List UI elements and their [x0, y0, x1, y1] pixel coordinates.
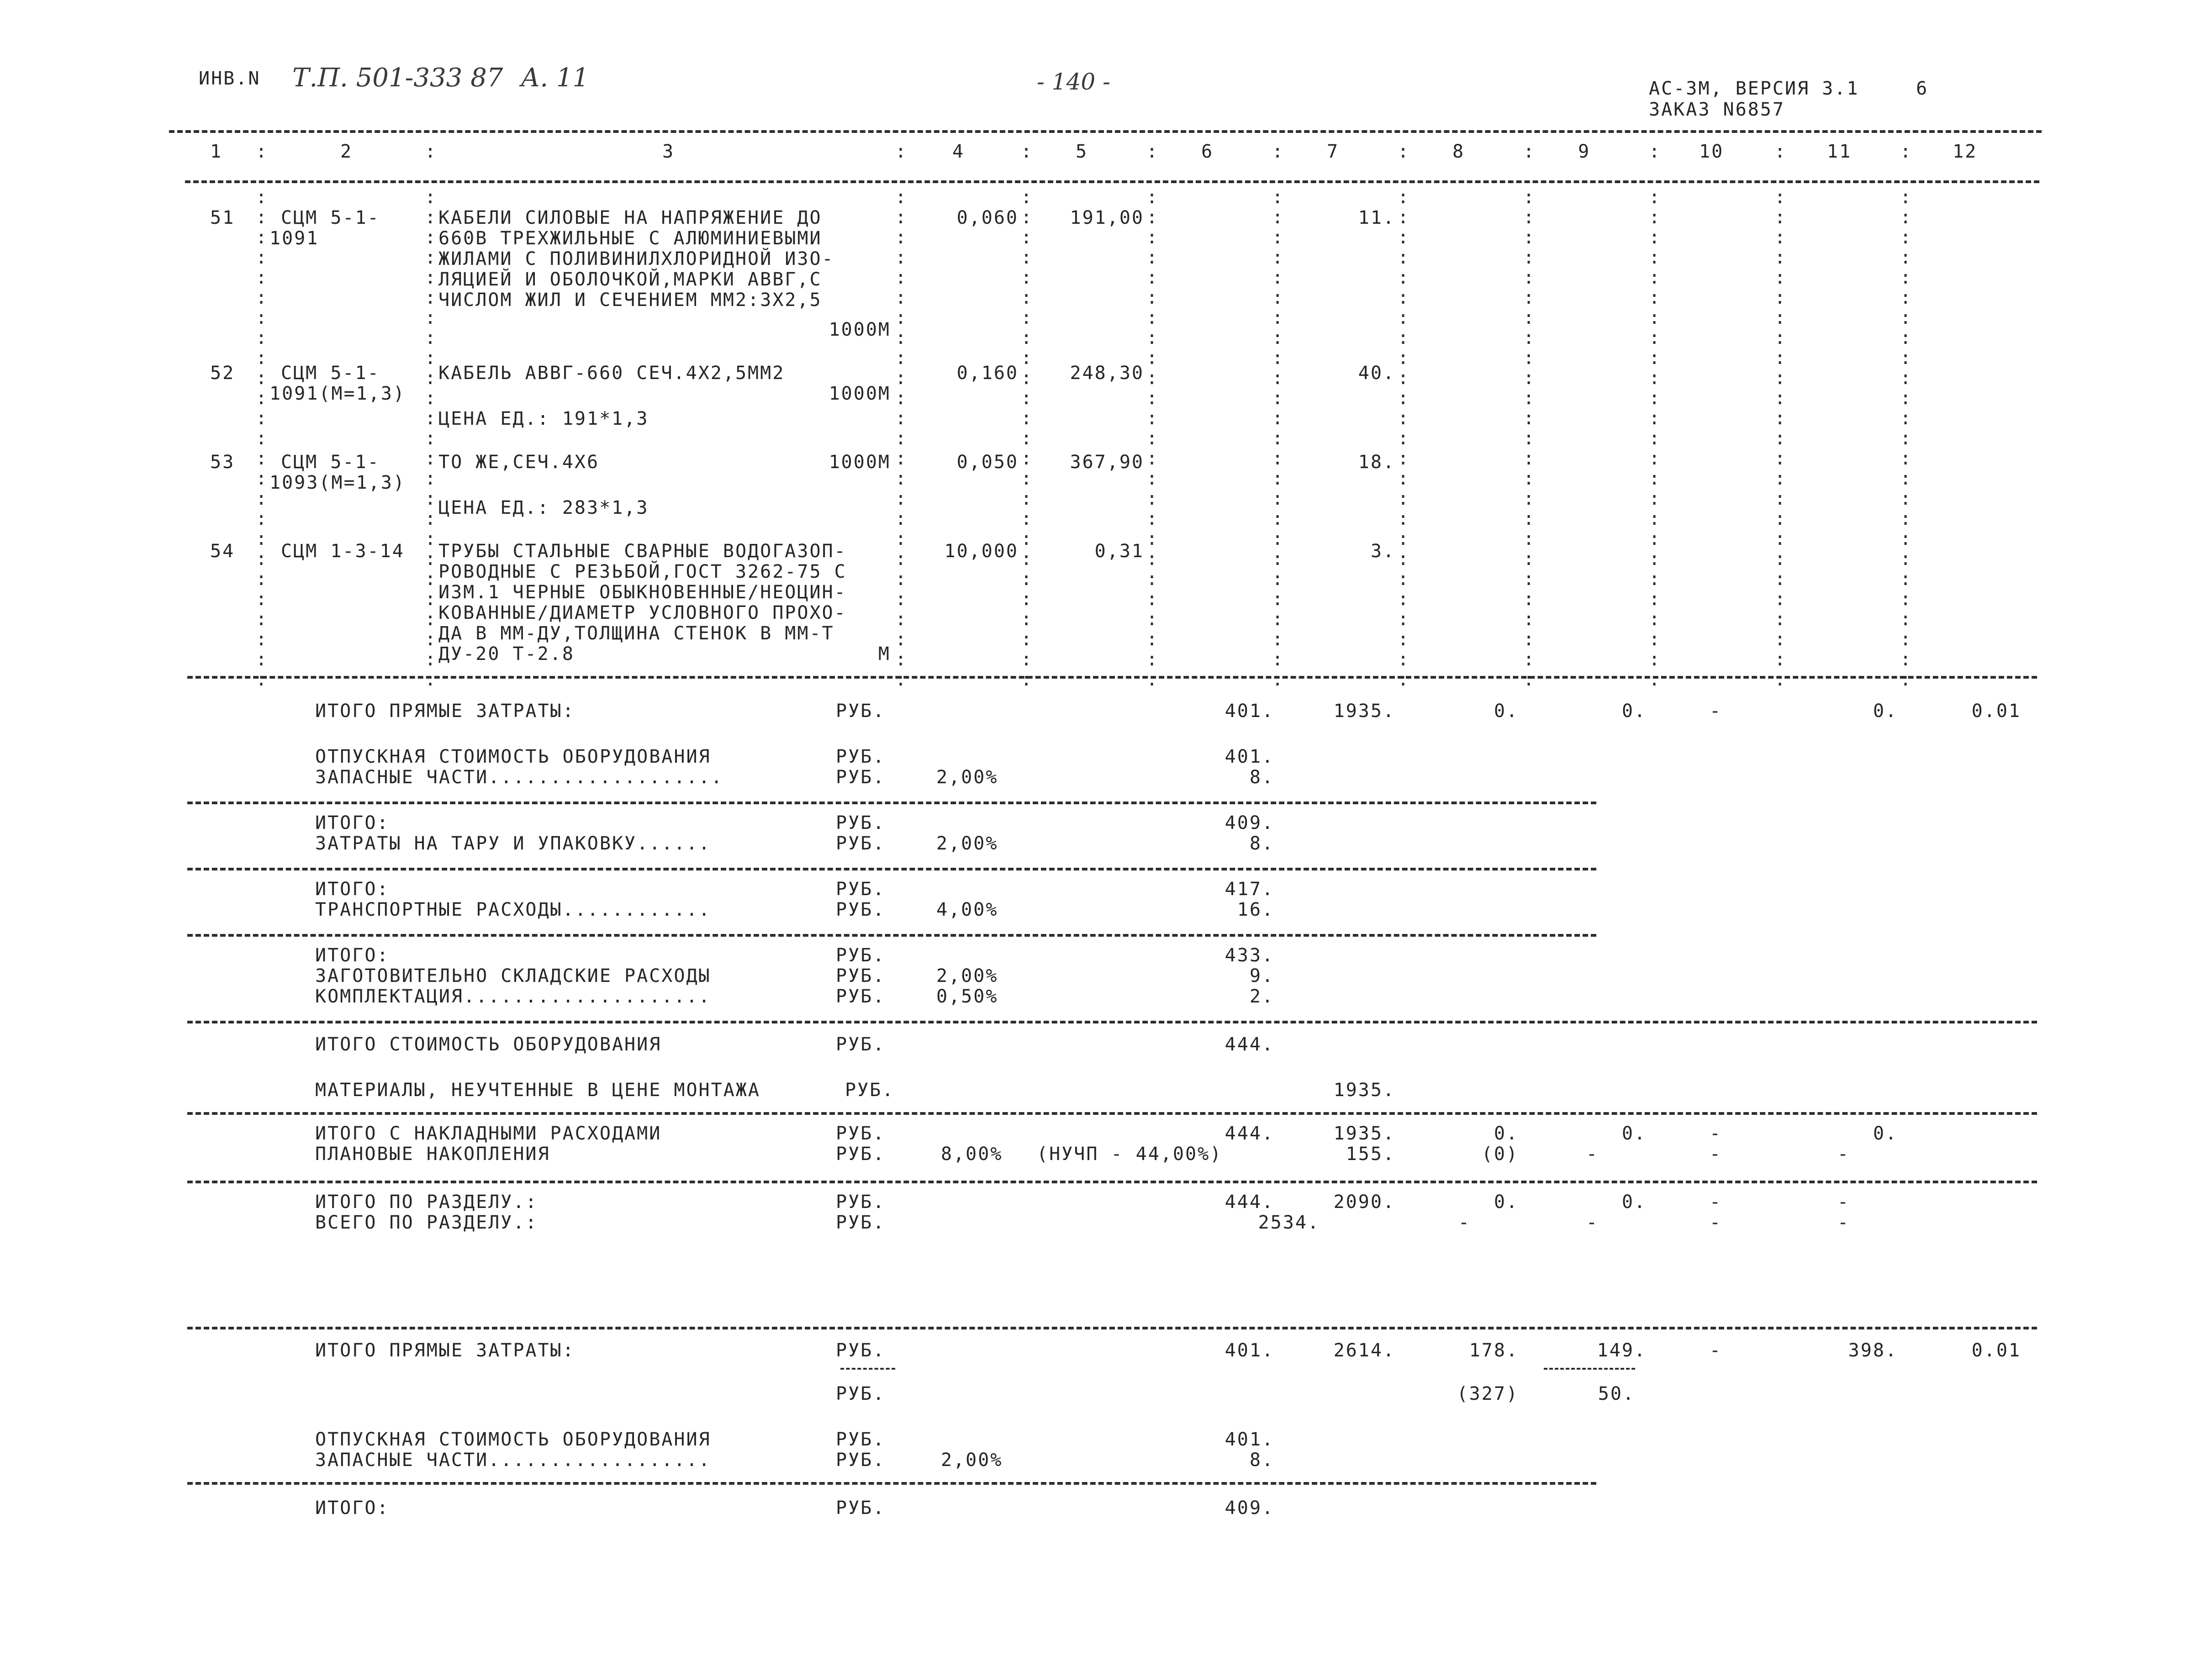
summary-column-6: 8.: [1249, 1450, 1274, 1471]
item-quantity: 0,160: [956, 363, 1019, 384]
project-number: Т.П. 501-333 87: [292, 63, 503, 93]
item-number: 51: [210, 207, 235, 228]
summary-unit: РУБ.: [836, 1212, 886, 1233]
summary-label: ИТОГО:: [315, 879, 390, 900]
summary-column-10: -: [1709, 701, 1722, 722]
summary-label: ВСЕГО ПО РАЗДЕЛУ.:: [315, 1212, 538, 1233]
item-number: 54: [210, 541, 235, 562]
summary-column-6: 433.: [1225, 945, 1274, 966]
item-price: 248,30: [1070, 363, 1144, 384]
summary-column-7: 1935.: [1333, 1080, 1395, 1101]
section-rule: [187, 934, 1596, 937]
summary-column-6: 401.: [1225, 746, 1274, 767]
col-separator-run: : : : : : : : : : : : : : : : : : : : : : : : : :: [1774, 187, 1786, 690]
item-description: ЛЯЦИЕЙ И ОБОЛОЧКОЙ,МАРКИ АВВГ,С: [438, 269, 822, 290]
item-price: 191,00: [1070, 207, 1144, 228]
summary-label: КОМПЛЕКТАЦИЯ....................: [315, 986, 711, 1007]
summary-percent: 2,00%: [936, 767, 998, 788]
summary-percent: 8,00%: [941, 1144, 1003, 1165]
summary-column-9: 0.: [1621, 1192, 1647, 1213]
item-price-note: ЦЕНА ЕД.: 191*1,3: [438, 408, 649, 429]
summary-grand-total: 2534.: [1258, 1212, 1320, 1233]
summary-unit: РУБ.: [836, 879, 886, 900]
col-separator-run: : : : : : : : : : : : : : : : : : : : : : : : : :: [895, 187, 907, 690]
summary-percent: 0,50%: [936, 986, 998, 1007]
summary-unit: РУБ.: [845, 1080, 895, 1101]
item-unit: М: [878, 643, 891, 665]
item-quantity: 0,050: [956, 452, 1019, 473]
summary-column-7: 2614.: [1333, 1340, 1395, 1361]
summary-unit: РУБ.: [836, 746, 886, 767]
summary-column-7: 2090.: [1333, 1192, 1395, 1213]
col-header-4: 4: [952, 141, 965, 162]
summary-column-6: 444.: [1225, 1192, 1274, 1213]
header-rule-bottom: [185, 180, 2039, 183]
summary-column-11: -: [1837, 1144, 1850, 1165]
summary-column-10: -: [1709, 1144, 1722, 1165]
summary-unit: РУБ.: [836, 1429, 886, 1450]
item-price-note: ЦЕНА ЕД.: 283*1,3: [438, 497, 649, 518]
section-rule: [187, 802, 1596, 804]
col-separator: :: [1146, 141, 1158, 162]
item-description: КАБЕЛЬ АВВГ-660 СЕЧ.4Х2,5ММ2: [438, 363, 785, 384]
summary-column-9: 0.: [1621, 1123, 1647, 1144]
summary-unit: РУБ.: [836, 1383, 886, 1404]
summary-column-11: 0.: [1873, 701, 1898, 722]
summary-column-6: 2.: [1249, 986, 1274, 1007]
item-quantity: 10,000: [944, 541, 1019, 562]
col-header-1: 1: [210, 141, 223, 162]
summary-unit: РУБ.: [836, 1034, 886, 1055]
item-description: КАБЕЛИ СИЛОВЫЕ НА НАПРЯЖЕНИЕ ДО: [438, 207, 822, 228]
col-separator: :: [1523, 141, 1535, 162]
item-description: ТО ЖЕ,СЕЧ.4Х6: [438, 452, 600, 473]
col-header-6: 6: [1201, 141, 1214, 162]
col-separator: :: [1774, 141, 1786, 162]
summary-column-7: 155.: [1346, 1144, 1395, 1165]
summary-label: ИТОГО ПРЯМЫЕ ЗАТРАТЫ:: [315, 701, 575, 722]
item-code: СЦМ 1-3-14: [281, 541, 405, 562]
summary-unit: РУБ.: [836, 1192, 886, 1213]
summary-label: ИТОГО:: [315, 945, 390, 966]
summary-column-10: -: [1709, 1123, 1722, 1144]
summary-percent: 2,00%: [936, 965, 998, 986]
summary-column-6: 16.: [1237, 899, 1274, 920]
inv-label: ИНВ.N: [199, 68, 261, 89]
summary-column-6: 8.: [1249, 833, 1274, 854]
item-price: 0,31: [1094, 541, 1144, 562]
section-rule: [187, 676, 2037, 679]
item-unit: 1000М: [829, 319, 891, 340]
summary-column-12: 0.01: [1971, 1340, 2021, 1361]
item-description: ТРУБЫ СТАЛЬНЫЕ СВАРНЫЕ ВОДОГАЗОП-: [438, 541, 847, 562]
summary-column-8: 0.: [1494, 701, 1519, 722]
item-unit: 1000М: [829, 383, 891, 404]
col-separator-run: : : : : : : : : : : : : : : : : : : : : : : : : :: [425, 187, 436, 690]
col-separator-run: : : : : : : : : : : : : : : : : : : : : : : : : :: [1272, 187, 1283, 690]
summary-column-11: -: [1837, 1192, 1850, 1213]
col-header-9: 9: [1578, 141, 1591, 162]
page-number: - 140 -: [1037, 69, 1111, 95]
col-separator-run: : : : : : : : : : : : : : : : : : : : : : : : : :: [1523, 187, 1535, 690]
section-rule: [187, 1181, 2037, 1183]
summary-label: ОТПУСКНАЯ СТОИМОСТЬ ОБОРУДОВАНИЯ: [315, 746, 711, 767]
item-description: ДА В ММ-ДУ,ТОЛЩИНА СТЕНОК В ММ-Т: [438, 623, 834, 644]
section-rule: [187, 1327, 2037, 1329]
summary-label: ПЛАНОВЫЕ НАКОПЛЕНИЯ: [315, 1144, 550, 1165]
item-code: СЦМ 5-1-: [281, 452, 380, 473]
col-separator-run: : : : : : : : : : : : : : : : : : : : : : : : : :: [256, 187, 267, 690]
summary-unit: РУБ.: [836, 767, 886, 788]
summary-column-8: -: [1458, 1212, 1471, 1233]
header-rule-top: [169, 130, 2042, 133]
item-price: 367,90: [1070, 452, 1144, 473]
sheet-number: 6: [1916, 78, 1929, 99]
col-header-7: 7: [1327, 141, 1340, 162]
summary-label: ИТОГО С НАКЛАДНЫМИ РАСХОДАМИ: [315, 1123, 662, 1144]
order-number: ЗАКАЗ N6857: [1649, 99, 1785, 120]
summary-unit: РУБ.: [836, 965, 886, 986]
col-header-10: 10: [1699, 141, 1724, 162]
summary-column-9: -: [1586, 1144, 1599, 1165]
col-separator-run: : : : : : : : : : : : : : : : : : : : : : : : : :: [1398, 187, 1409, 690]
summary-column-10: -: [1709, 1192, 1722, 1213]
col-header-12: 12: [1953, 141, 1978, 162]
col-header-8: 8: [1452, 141, 1465, 162]
summary-column-8: (0): [1481, 1144, 1519, 1165]
summary-label: ЗАПАСНЫЕ ЧАСТИ..................: [315, 1450, 711, 1471]
summary-unit: РУБ.: [836, 1123, 886, 1144]
summary-label: ИТОГО:: [315, 1498, 390, 1519]
summary-column-11: 398.: [1848, 1340, 1898, 1361]
summary-percent: 2,00%: [936, 833, 998, 854]
summary-label: ИТОГО:: [315, 812, 390, 833]
summary-column-8: 178.: [1469, 1340, 1519, 1361]
summary-column-6: 444.: [1225, 1034, 1274, 1055]
col-header-2: 2: [340, 141, 353, 162]
summary-unit: РУБ.: [836, 899, 886, 920]
summary-column-6: 409.: [1225, 812, 1274, 833]
summary-label: ЗАГОТОВИТЕЛЬНО СКЛАДСКИЕ РАСХОДЫ: [315, 965, 711, 986]
summary-column-9: -: [1586, 1212, 1599, 1233]
section-rule: [187, 868, 1596, 870]
summary-column-6: 444.: [1225, 1123, 1274, 1144]
summary-unit: РУБ.: [836, 833, 886, 854]
item-unit: 1000М: [829, 452, 891, 473]
program-version: АС-3М, ВЕРСИЯ 3.1: [1649, 78, 1859, 99]
item-description: 660В ТРЕХЖИЛЬНЫЕ С АЛЮМИНИЕВЫМИ: [438, 228, 822, 249]
summary-column-7: 1935.: [1333, 701, 1395, 722]
item-code: 1091(М=1,3): [269, 383, 406, 404]
summary-column-7: 1935.: [1333, 1123, 1395, 1144]
summary-label: ИТОГО СТОИМОСТЬ ОБОРУДОВАНИЯ: [315, 1034, 662, 1055]
col-separator: :: [1021, 141, 1032, 162]
item-description: ДУ-20 Т-2.8: [438, 643, 575, 665]
item-quantity: 0,060: [956, 207, 1019, 228]
summary-column-9: 149.: [1597, 1340, 1647, 1361]
item-code: 1091: [269, 228, 319, 249]
summary-label: ЗАТРАТЫ НА ТАРУ И УПАКОВКУ......: [315, 833, 711, 854]
col-separator: :: [1900, 141, 1911, 162]
col-separator: :: [1649, 141, 1660, 162]
summary-column-11: 0.: [1873, 1123, 1898, 1144]
item-column-7: 3.: [1370, 541, 1395, 562]
summary-label: ЗАПАСНЫЕ ЧАСТИ...................: [315, 767, 723, 788]
summary-percent: 4,00%: [936, 899, 998, 920]
summary-column-6: 401.: [1225, 701, 1274, 722]
section-rule: [187, 1112, 2037, 1115]
section-rule: [187, 1482, 1596, 1485]
col-separator-run: : : : : : : : : : : : : : : : : : : : : : : : : :: [1021, 187, 1032, 690]
summary-unit: РУБ.: [836, 701, 886, 722]
summary-column-8: (327): [1457, 1383, 1519, 1404]
item-number: 53: [210, 452, 235, 473]
col-separator: :: [256, 141, 267, 162]
summary-label: ТРАНСПОРТНЫЕ РАСХОДЫ............: [315, 899, 711, 920]
summary-percent: 2,00%: [941, 1450, 1003, 1471]
summary-label: ОТПУСКНАЯ СТОИМОСТЬ ОБОРУДОВАНИЯ: [315, 1429, 711, 1450]
col-separator-run: : : : : : : : : : : : : : : : : : : : : : : : : :: [1649, 187, 1660, 690]
item-column-7: 11.: [1358, 207, 1395, 228]
item-description: ЧИСЛОМ ЖИЛ И СЕЧЕНИЕМ ММ2:3Х2,5: [438, 290, 822, 311]
col-header-11: 11: [1827, 141, 1852, 162]
summary-column-10: -: [1709, 1212, 1722, 1233]
summary-column-12: 0.01: [1971, 701, 2021, 722]
summary-column-6: 9.: [1249, 965, 1274, 986]
summary-label: МАТЕРИАЛЫ, НЕУЧТЕННЫЕ В ЦЕНЕ МОНТАЖА: [315, 1080, 760, 1101]
col-separator-run: : : : : : : : : : : : : : : : : : : : : : : : : :: [1146, 187, 1158, 690]
item-code: СЦМ 5-1-: [281, 363, 380, 384]
col-separator: :: [1398, 141, 1409, 162]
col-separator-run: : : : : : : : : : : : : : : : : : : : : : : : : :: [1900, 187, 1911, 690]
summary-column-6: 401.: [1225, 1429, 1274, 1450]
summary-label: ИТОГО ПО РАЗДЕЛУ.:: [315, 1192, 538, 1213]
item-description: ЖИЛАМИ С ПОЛИВИНИЛХЛОРИДНОЙ ИЗО-: [438, 248, 834, 269]
item-number: 52: [210, 363, 235, 384]
summary-column-6: 8.: [1249, 767, 1274, 788]
summary-unit: РУБ.: [836, 1498, 886, 1519]
summary-label: ИТОГО ПРЯМЫЕ ЗАТРАТЫ:: [315, 1340, 575, 1361]
underline-rule: [840, 1368, 895, 1370]
item-description: КОВАННЫЕ/ДИАМЕТР УСЛОВНОГО ПРОХО-: [438, 602, 847, 623]
item-code: СЦМ 5-1-: [281, 207, 380, 228]
summary-column-9: 50.: [1598, 1383, 1635, 1404]
item-description: ИЗМ.1 ЧЕРНЫЕ ОБЫКНОВЕННЫЕ/НЕОЦИН-: [438, 582, 847, 603]
summary-unit: РУБ.: [836, 1340, 886, 1361]
item-description: РОВОДНЫЕ С РЕЗЬБОЙ,ГОСТ 3262-75 С: [438, 561, 847, 582]
summary-unit: РУБ.: [836, 1144, 886, 1165]
summary-column-9: 0.: [1621, 701, 1647, 722]
summary-column-6: 417.: [1225, 879, 1274, 900]
underline-rule: [1544, 1368, 1635, 1370]
summary-unit: РУБ.: [836, 945, 886, 966]
summary-column-8: 0.: [1494, 1192, 1519, 1213]
summary-column-6: 401.: [1225, 1340, 1274, 1361]
summary-column-8: 0.: [1494, 1123, 1519, 1144]
col-separator: :: [895, 141, 907, 162]
summary-column-11: -: [1837, 1212, 1850, 1233]
summary-column-6: 409.: [1225, 1498, 1274, 1519]
col-header-5: 5: [1076, 141, 1088, 162]
album-number: А. 11: [521, 63, 589, 93]
summary-unit: РУБ.: [836, 1450, 886, 1471]
summary-column-10: -: [1709, 1340, 1722, 1361]
summary-unit: РУБ.: [836, 812, 886, 833]
summary-unit: РУБ.: [836, 986, 886, 1007]
item-column-7: 40.: [1358, 363, 1395, 384]
summary-extra: (НУЧП - 44,00%): [1037, 1144, 1223, 1165]
section-rule: [187, 1021, 2037, 1023]
item-code: 1093(М=1,3): [269, 472, 406, 493]
col-separator: :: [425, 141, 436, 162]
col-header-3: 3: [662, 141, 675, 162]
col-separator: :: [1272, 141, 1283, 162]
item-column-7: 18.: [1358, 452, 1395, 473]
